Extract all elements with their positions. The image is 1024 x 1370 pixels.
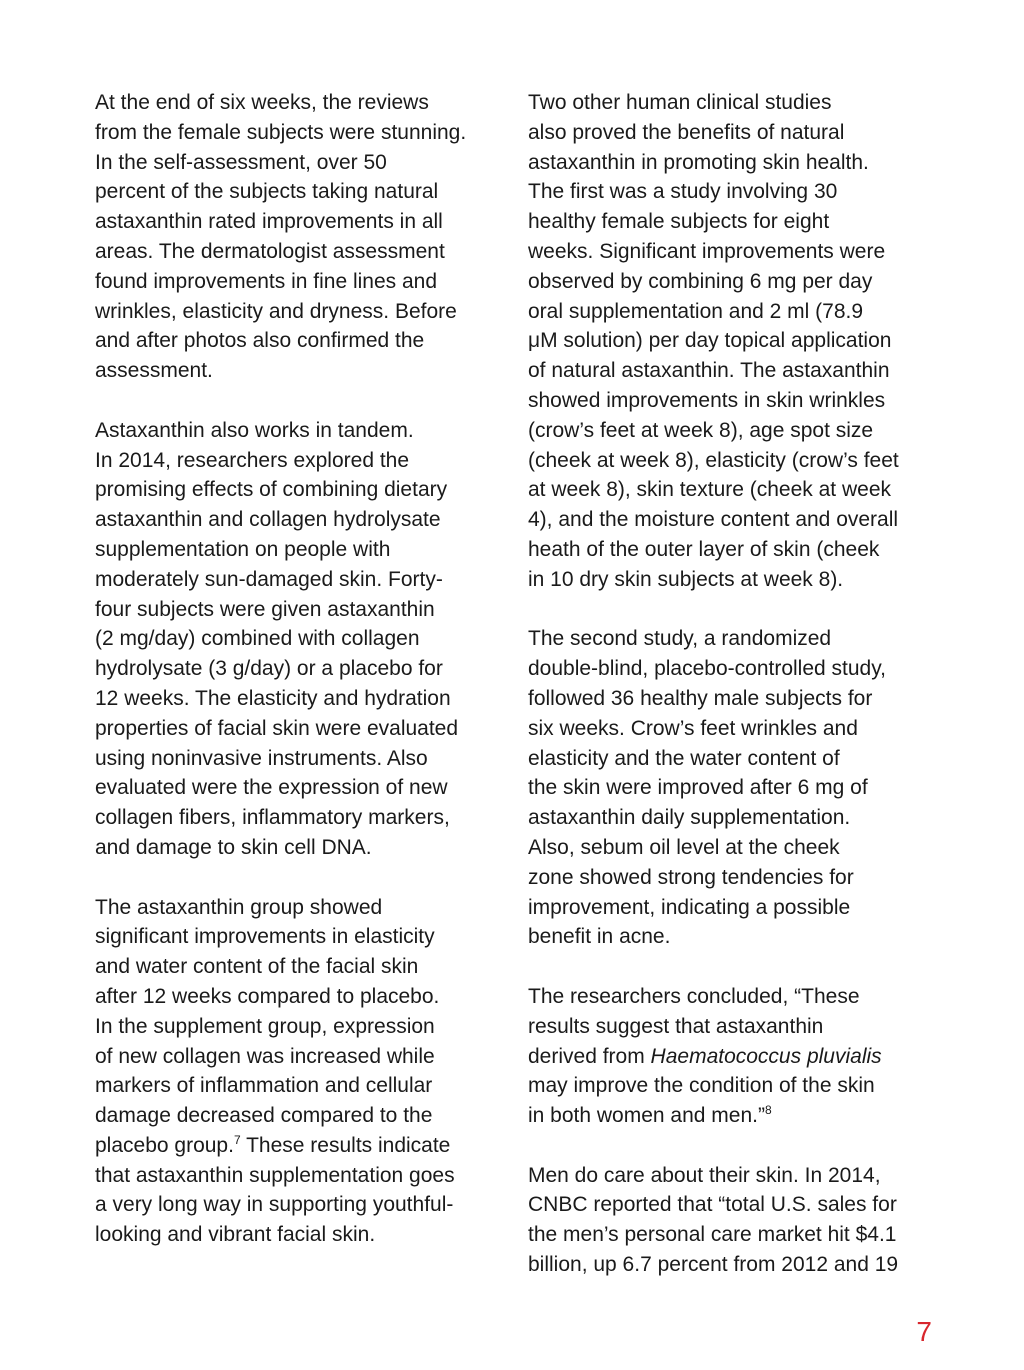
text-line: showed improvements in skin wrinkles: [528, 388, 886, 412]
text-line: a very long way in supporting youthful-: [95, 1193, 454, 1217]
text-line: benefit in acne.: [528, 925, 671, 949]
text-line: The first was a study involving 30: [528, 180, 838, 204]
text-line: also proved the benefits of natural: [528, 120, 845, 144]
text-line: CNBC reported that “total U.S. sales for: [528, 1193, 897, 1217]
text-line: the men’s personal care market hit $4.1: [528, 1223, 897, 1247]
text-line: μM solution) per day topical application: [528, 329, 892, 353]
text-line: (crow’s feet at week 8), age spot size: [528, 418, 874, 442]
text-line: may improve the condition of the skin: [528, 1074, 875, 1098]
text-line: results suggest that astaxanthin: [528, 1014, 824, 1038]
text-line: The researchers concluded, “These: [528, 984, 860, 1008]
paragraph: [528, 88, 938, 595]
text-line-with-citation: [528, 1101, 938, 1131]
text-line: wrinkles, elasticity and dryness. Before: [95, 299, 457, 323]
text-line: 4), and the moisture content and overall: [528, 508, 899, 532]
text-line: astaxanthin in promoting skin health.: [528, 150, 869, 174]
text-line: markers of inflammation and cellular: [95, 1074, 433, 1098]
text-line: followed 36 healthy male subjects for: [528, 686, 873, 710]
text-line-with-citation: [95, 1131, 505, 1161]
text-line: elasticity and the water content of: [528, 746, 840, 770]
text-line: properties of facial skin were evaluated: [95, 716, 459, 740]
text-line: looking and vibrant facial skin.: [95, 1223, 376, 1247]
text-line: (2 mg/day) combined with collagen: [95, 627, 420, 651]
paragraph-gap: [95, 863, 505, 893]
text-line: found improvements in fine lines and: [95, 269, 438, 293]
text-line: Astaxanthin also works in tandem.: [95, 418, 414, 442]
text-fragment: These results indicate: [240, 1133, 451, 1157]
page-number: 7: [916, 1316, 932, 1347]
text-line: the skin were improved after 6 mg of: [528, 776, 868, 800]
species-name-italic: Haematococcus pluvialis: [650, 1044, 882, 1068]
text-line: promising effects of combining dietary: [95, 478, 448, 502]
citation-superscript: 7: [233, 1132, 241, 1147]
text-fragment: placebo group.: [95, 1133, 234, 1157]
text-line: oral supplementation and 2 ml (78.9: [528, 299, 864, 323]
text-line: and water content of the facial skin: [95, 955, 419, 979]
text-line: Men do care about their skin. In 2014,: [528, 1163, 881, 1187]
text-line: The second study, a randomized: [528, 627, 832, 651]
paragraph-gap: [528, 1131, 938, 1161]
text-line: of new collagen was increased while: [95, 1044, 435, 1068]
paragraph-gap: [528, 952, 938, 982]
text-line: collagen fibers, inflammatory markers,: [95, 806, 450, 830]
text-line: assessment.: [95, 359, 213, 383]
text-line: In the self-assessment, over 50: [95, 150, 387, 174]
text-line: using noninvasive instruments. Also: [95, 746, 428, 770]
text-fragment: in both women and men.”: [528, 1104, 765, 1128]
text-line: moderately sun-damaged skin. Forty-: [95, 567, 443, 591]
paragraph: [95, 416, 505, 863]
text-line: six weeks. Crow’s feet wrinkles and: [528, 716, 858, 740]
paragraph-gap: [95, 386, 505, 416]
text-line: observed by combining 6 mg per day: [528, 269, 873, 293]
text-line: and damage to skin cell DNA.: [95, 835, 372, 859]
text-line-with-italic: [528, 1042, 938, 1072]
text-line: supplementation on people with: [95, 537, 391, 561]
text-line: astaxanthin and collagen hydrolysate: [95, 508, 441, 532]
text-line: The astaxanthin group showed: [95, 895, 383, 919]
text-line: astaxanthin rated improvements in all: [95, 210, 443, 234]
text-line: damage decreased compared to the: [95, 1104, 433, 1128]
right-column: [528, 88, 938, 1280]
text-fragment: derived from: [528, 1044, 651, 1068]
text-line: heath of the outer layer of skin (cheek: [528, 537, 880, 561]
paragraph: [95, 88, 505, 386]
text-line: (cheek at week 8), elasticity (crow’s feet: [528, 448, 899, 472]
text-line: 12 weeks. The elasticity and hydration: [95, 686, 451, 710]
text-line: in 10 dry skin subjects at week 8).: [528, 567, 844, 591]
paragraph: [528, 624, 938, 952]
text-line: after 12 weeks compared to placebo.: [95, 984, 440, 1008]
paragraph: [95, 893, 505, 1251]
text-line: healthy female subjects for eight: [528, 210, 830, 234]
text-line: significant improvements in elasticity: [95, 925, 435, 949]
text-line: double-blind, placebo-controlled study,: [528, 657, 887, 681]
text-line: that astaxanthin supplementation goes: [95, 1163, 455, 1187]
text-line: Also, sebum oil level at the cheek: [528, 835, 840, 859]
text-line: In 2014, researchers explored the: [95, 448, 410, 472]
text-line: areas. The dermatologist assessment: [95, 239, 445, 263]
citation-superscript: 8: [764, 1103, 772, 1118]
text-line: In the supplement group, expression: [95, 1014, 435, 1038]
text-line: zone showed strong tendencies for: [528, 865, 854, 889]
text-line: astaxanthin daily supplementation.: [528, 806, 851, 830]
left-column: [95, 88, 505, 1250]
paragraph-gap: [528, 595, 938, 625]
text-line: from the female subjects were stunning.: [95, 120, 467, 144]
text-line: weeks. Significant improvements were: [528, 239, 886, 263]
paragraph: [528, 982, 938, 1131]
text-line: evaluated were the expression of new: [95, 776, 448, 800]
text-line: percent of the subjects taking natural: [95, 180, 439, 204]
text-line: At the end of six weeks, the reviews: [95, 91, 429, 114]
text-line: improvement, indicating a possible: [528, 895, 851, 919]
text-line: at week 8), skin texture (cheek at week: [528, 478, 891, 502]
text-line: of natural astaxanthin. The astaxanthin: [528, 359, 890, 383]
text-line: Two other human clinical studies: [528, 91, 832, 114]
paragraph: [528, 1161, 938, 1280]
text-line: hydrolysate (3 g/day) or a placebo for: [95, 657, 443, 681]
text-line: billion, up 6.7 percent from 2012 and 19: [528, 1253, 899, 1277]
text-line: and after photos also confirmed the: [95, 329, 425, 353]
text-line: four subjects were given astaxanthin: [95, 597, 435, 621]
